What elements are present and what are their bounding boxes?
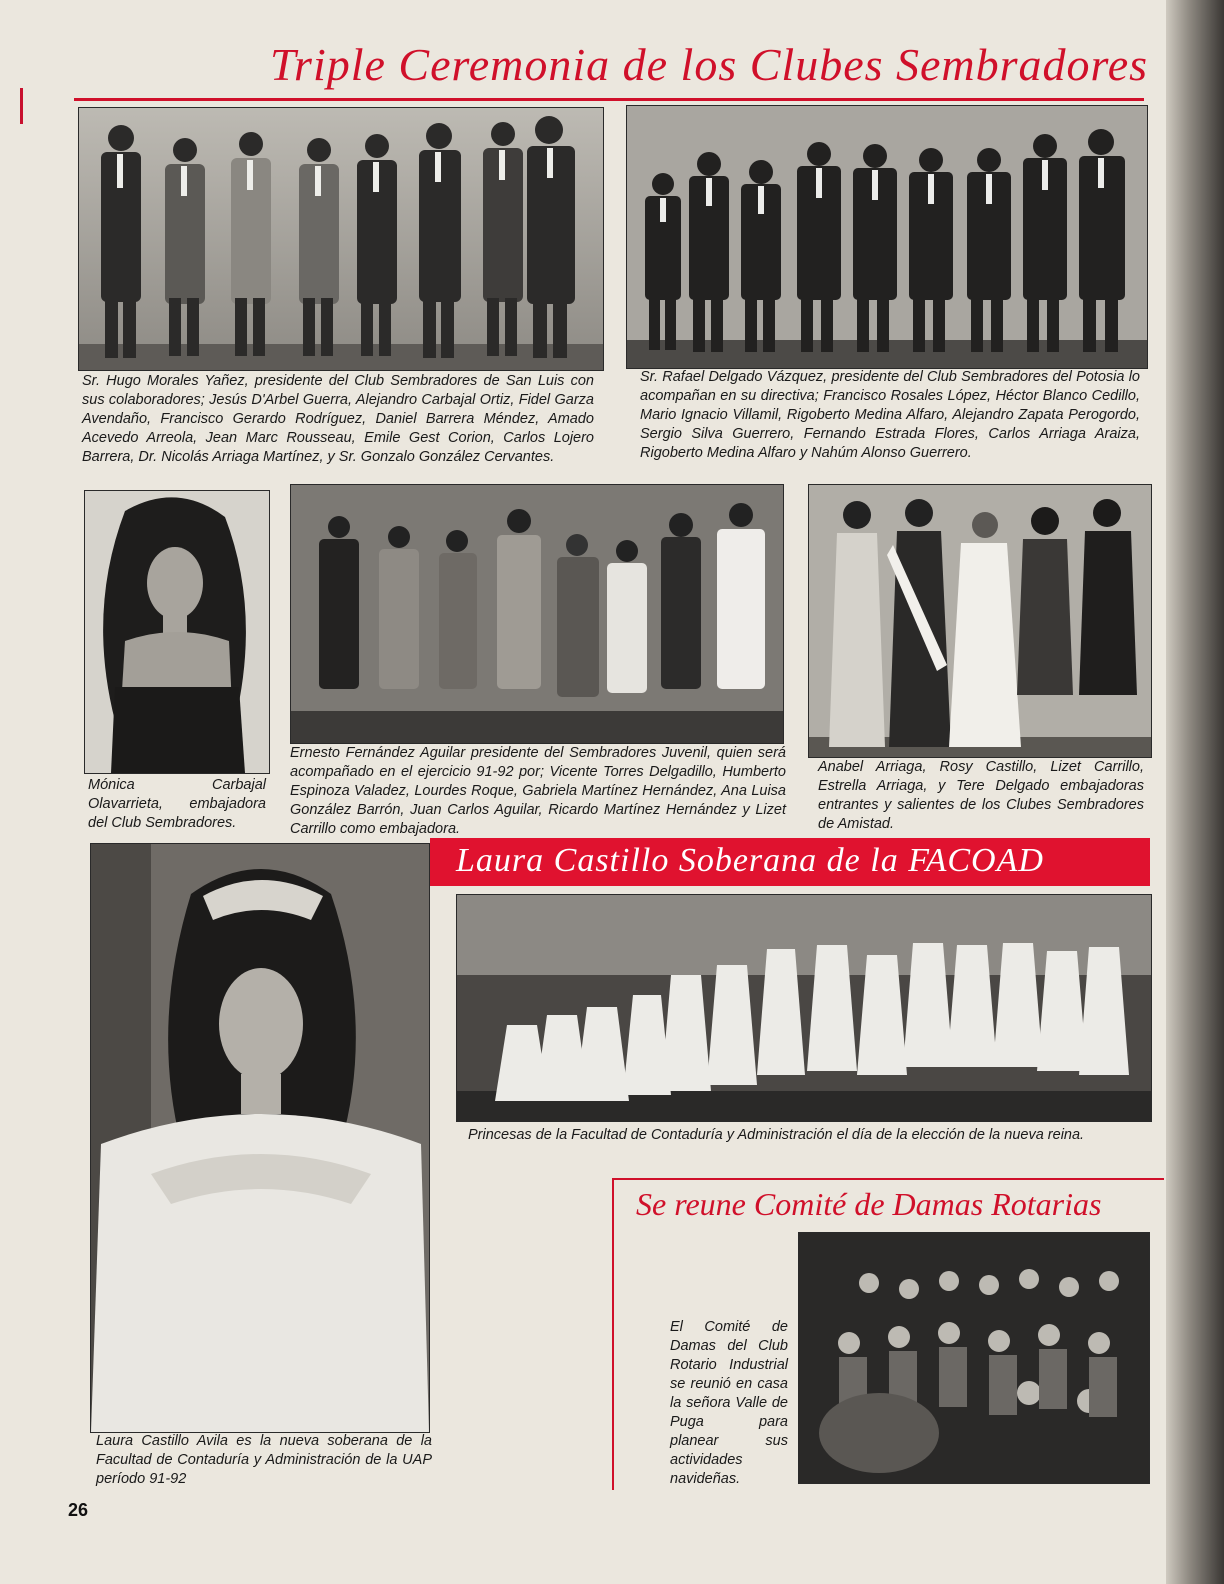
margin-mark bbox=[20, 88, 23, 124]
photo-embajadoras bbox=[808, 484, 1152, 758]
damas-title: Se reune Comité de Damas Rotarias bbox=[636, 1186, 1102, 1222]
photo-princesas-facoad bbox=[456, 894, 1152, 1122]
page-title: Triple Ceremonia de los Clubes Sembradores bbox=[270, 39, 1149, 90]
photo-sembradores-juvenil bbox=[290, 484, 784, 744]
photo-sembradores-potosia bbox=[626, 105, 1148, 369]
photo-sembradores-san-luis bbox=[78, 107, 604, 371]
photo-laura-castillo bbox=[90, 843, 430, 1433]
photo-damas-rotarias bbox=[798, 1232, 1150, 1484]
caption-embajadoras: Anabel Arriaga, Rosy Castillo, Lizet Carrillo, Estrella Arriaga, y Tere Delgado embajadoras entrantes y salientes de los Clubes Sembradores de Amistad. bbox=[818, 759, 1144, 832]
caption-monica-carbajal: Mónica Carbajal Olavarrieta, embajadora del Club Sembradores. bbox=[88, 777, 266, 831]
damas-rule-left bbox=[612, 1178, 614, 1490]
caption-laura-castillo: Laura Castillo Avila es la nueva soberana de la Facultad de Contaduría y Administración de la UAP período 91-92 bbox=[96, 1433, 432, 1487]
caption-sembradores-juvenil: Ernesto Fernández Aguilar presidente del Sembradores Juvenil, quien será acompañado en el ejercicio 91-92 por; Vicente Torres Delgadillo, Humberto Espinoza Valadez, Lourdes Roque, Gabriela Martínez Hernández, Ana Luisa González Barrón, Juan Carlos Aguilar, Ricardo Martínez Hernández y Lizet Carrillo como embajadora. bbox=[290, 745, 786, 837]
caption-damas-rotarias: El Comité de Damas del Club Rotario Industrial se reunió en casa la señora Valle de Puga para planear sus actividades navideñas. bbox=[670, 1319, 788, 1487]
page-number: 26 bbox=[68, 1500, 89, 1520]
facoad-banner bbox=[430, 838, 1150, 886]
caption-sembradores-potosia: Sr. Rafael Delgado Vázquez, presidente del Club Sembradores del Potosia lo acompañan en su directiva; Francisco Rosales López, Héctor Blanco Cedillo, Mario Ignacio Villamil, Rigoberto Medina Alfaro, Alejandro Zapata Perogordo, Sergio Silva Guerrero, Fernando Estrada Flores, Carlos Arriaga Araiza, Rigoberto Medina Alfaro y Nahúm Alonso Guerrero. bbox=[640, 369, 1140, 461]
facoad-title: Laura Castillo Soberana de la FACOAD bbox=[456, 842, 1044, 879]
damas-rule-top bbox=[612, 1178, 1164, 1180]
title-rule bbox=[74, 98, 1144, 101]
caption-sembradores-san-luis: Sr. Hugo Morales Yañez, presidente del Club Sembradores de San Luis con sus colaboradores; Jesús D'Arbel Guerra, Alejandro Carbajal Ortiz, Fidel Garza Avendaño, Francisco Gerardo Rodríguez, Daniel Barrera Méndez, Amado Acevedo Arreola, Jean Marc Rousseau, Emile Gest Corion, Carlos Lojero Barrera, Dr. Nicolás Arriaga Martínez, y Sr. Gonzalo González Cervantes. bbox=[82, 373, 594, 465]
binding-spine bbox=[1166, 0, 1224, 1584]
caption-princesas-facoad: Princesas de la Facultad de Contaduría y Administración el día de la elección de la nueva reina. bbox=[468, 1127, 1085, 1143]
photo-monica-carbajal bbox=[84, 490, 270, 774]
